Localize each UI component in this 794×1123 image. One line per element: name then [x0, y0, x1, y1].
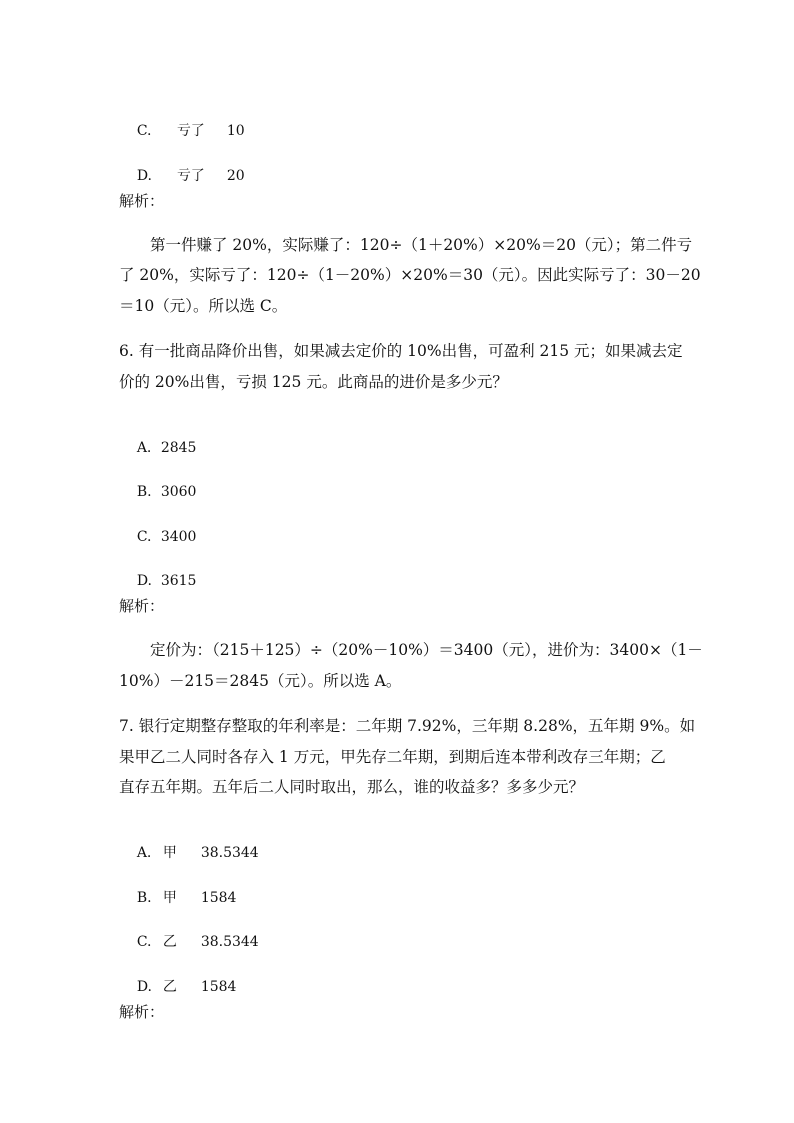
q7-analysis-label: 解析： — [119, 1003, 165, 1021]
q6-question-line: 价的 20%出售，亏损 125 元。此商品的进价是多少元？ — [119, 373, 508, 391]
option-letter: C. — [136, 529, 152, 545]
option-value: 3615 — [160, 573, 197, 589]
option-letter: B. — [136, 484, 152, 500]
q6-analysis-line: 10%）－215＝2845（元）。所以选 A。 — [119, 672, 402, 690]
q5-analysis-line: 了 20%，实际亏了：120÷（1－20%）×20%＝30（元）。因此实际亏了：30－20 — [119, 266, 701, 284]
option-text: 甲 — [162, 890, 177, 906]
option-text: 乙 — [162, 979, 177, 995]
q7-question-line: 直存五年期。五年后二人同时取出，那么，谁的收益多？多多少元？ — [119, 778, 585, 796]
q6-analysis-line: 定价为：（215＋125）÷（20%－10%）＝3400（元），进价为：3400×（1－ — [150, 641, 703, 659]
q5-analysis-label: 解析： — [119, 192, 165, 210]
q5-analysis-line: ＝10（元）。所以选 C。 — [119, 297, 288, 315]
q7-question-line: 果甲乙二人同时各存入 1 万元，甲先存二年期，到期后连本带利改存三年期；乙 — [119, 748, 666, 766]
option-text: 甲 — [162, 845, 177, 861]
q6-analysis-label: 解析： — [119, 597, 165, 615]
q6-question-line: 6. 有一批商品降价出售，如果减去定价的 10%出售，可盈利 215 元；如果减去定 — [119, 342, 683, 360]
option-letter: D. — [136, 168, 152, 184]
option-value: 1584 — [200, 890, 237, 906]
option-letter: C. — [136, 934, 152, 950]
option-value: 3400 — [160, 529, 197, 545]
q5-analysis-line: 第一件赚了 20%，实际赚了：120÷（1＋20%）×20%＝20（元）；第二件亏 — [150, 236, 693, 254]
option-letter: A. — [136, 845, 152, 861]
option-value: 20 — [226, 168, 245, 184]
option-value: 1584 — [200, 979, 237, 995]
q7-question-line: 7. 银行定期整存整取的年利率是：二年期 7.92%，三年期 8.28%，五年期 9%。如 — [119, 717, 696, 735]
option-letter: D. — [136, 979, 152, 995]
option-value: 3060 — [160, 484, 197, 500]
option-letter: D. — [136, 573, 152, 589]
option-value: 10 — [226, 123, 245, 139]
option-value: 38.5344 — [200, 845, 259, 861]
option-letter: C. — [136, 123, 152, 139]
option-value: 38.5344 — [200, 934, 259, 950]
option-letter: B. — [136, 890, 152, 906]
option-text: 乙 — [162, 934, 177, 950]
option-value: 2845 — [160, 440, 197, 456]
option-letter: A. — [136, 440, 152, 456]
option-text: 亏了 — [176, 168, 205, 184]
option-text: 亏了 — [176, 123, 205, 139]
